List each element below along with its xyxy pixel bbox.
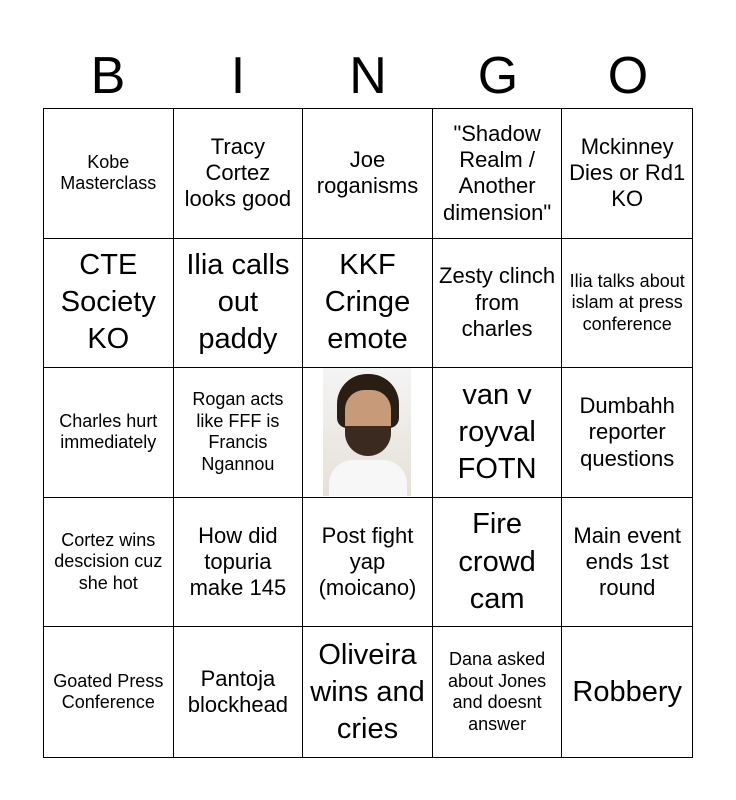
bingo-cell[interactable]: Dumbahh reporter questions — [562, 368, 692, 498]
bingo-cell[interactable]: Ilia calls out paddy — [174, 239, 304, 369]
bingo-cell[interactable]: Main event ends 1st round — [562, 498, 692, 628]
bingo-cell[interactable]: Robbery — [572, 675, 682, 708]
bingo-cell[interactable]: Tracy Cortez looks good — [174, 109, 304, 239]
bingo-cell[interactable]: "Shadow Realm / Another dimension" — [433, 109, 563, 239]
bingo-cell[interactable]: Kobe Masterclass — [44, 109, 174, 239]
bingo-cell[interactable]: Dana asked about Jones and doesnt answer — [433, 627, 563, 757]
bingo-cell[interactable]: Mckinney Dies or Rd1 KO — [562, 109, 692, 239]
bingo-cell[interactable]: Post fight yap (moicano) — [303, 498, 433, 628]
bingo-cell[interactable]: KKF Cringe emote — [303, 239, 433, 369]
header-letter-g: G — [477, 47, 519, 105]
bingo-cell[interactable]: Ilia talks about islam at press conference — [562, 239, 692, 369]
bingo-grid — [43, 108, 693, 758]
bingo-cell[interactable]: Zesty clinch from charles — [433, 239, 563, 369]
header-letter-n: N — [349, 47, 387, 105]
header-letter-o: O — [607, 47, 649, 105]
bingo-cell[interactable]: How did topuria make 145 — [174, 498, 304, 628]
bingo-cell[interactable]: Goated Press Conference — [44, 627, 174, 757]
header-letter-i: I — [230, 47, 246, 105]
bingo-cell[interactable]: Joe roganisms — [303, 109, 433, 239]
bingo-cell[interactable]: Fire crowd cam — [433, 498, 563, 628]
bingo-cell[interactable]: van v royval FOTN — [433, 368, 563, 498]
free-space-cell[interactable] — [303, 368, 433, 498]
bingo-cell[interactable]: Oliveira wins and cries — [303, 627, 433, 757]
bingo-cell[interactable]: Pantoja blockhead — [174, 627, 304, 757]
bingo-cell[interactable]: Rogan acts like FFF is Francis Ngannou — [174, 368, 304, 498]
bingo-header — [43, 44, 693, 108]
bingo-cell[interactable]: Cortez wins descision cuz she hot — [44, 498, 174, 628]
bingo-cell[interactable]: Charles hurt immediately — [44, 368, 174, 498]
bingo-cell[interactable]: CTE Society KO — [44, 239, 174, 369]
free-space-photo — [323, 368, 411, 496]
header-letter-b: B — [90, 47, 126, 105]
